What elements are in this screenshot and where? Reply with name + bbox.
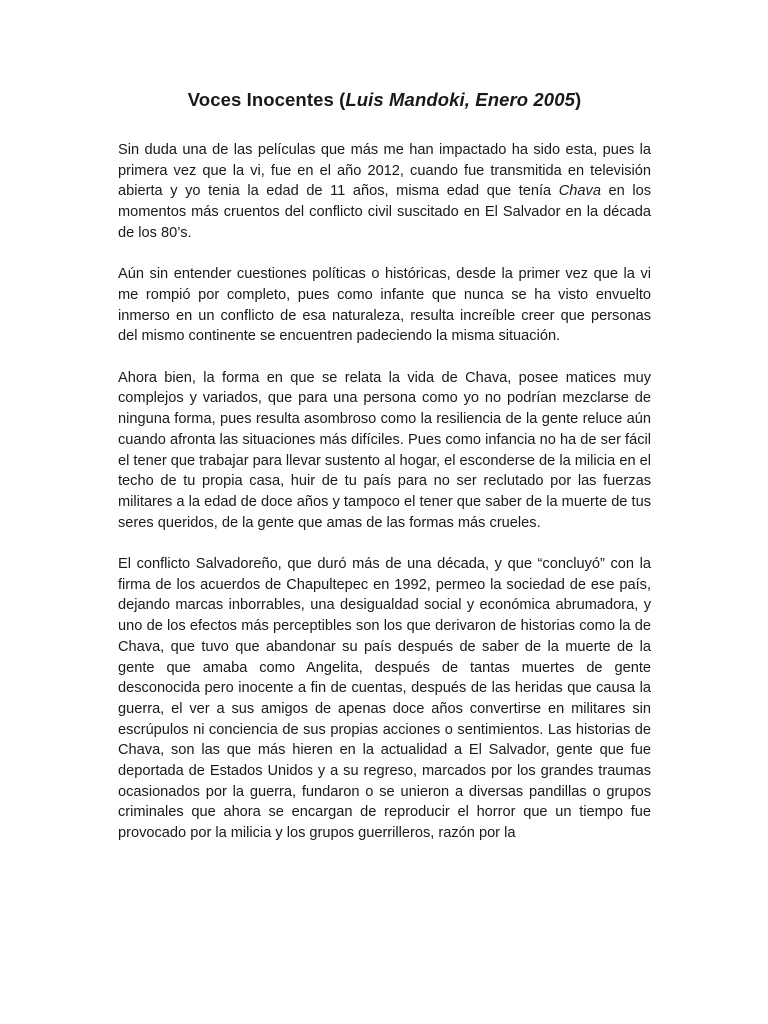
title-main: Voces Inocentes ( <box>187 89 346 110</box>
document-title <box>118 88 651 112</box>
document-page <box>118 88 651 865</box>
paragraph-1-text-a: Sin duda una de las películas que más me han impactado ha sido esta, pues la primera vez que la vi, fue en el año 2012, cuando fue transmitida en televisión abierta y yo tenia la edad de 11 años, misma edad que tenía <box>118 142 651 200</box>
title-close: ) <box>574 89 582 110</box>
paragraph-1 <box>118 140 651 244</box>
paragraph-4: El conflicto Salvadoreño, que duró más de una década, y que “concluyó” con la firma de los acuerdos de Chapultepec en 1992, permeo la sociedad de ese país, dejando marcas inborrables, una desigualdad social y económica abrumadora, y uno de los efectos más perceptibles son los que derivaron de historias como la de Chava, que tuvo que abandonar su país después de saber de la muerte de la gente que amaba como Angelita, después de tantas muertes de gente desconocida pero inocente a fin de cuentas, después de las heridas que causa la guerra, el ver a sus amigos de apenas doce años convertirse en militares sin escrúpulos ni conciencia de sus propias acciones o sentimientos. Las historias de Chava, son las que más hieren en la actualidad a El Salvador, gente que fue deportada de Estados Unidos y a su regreso, marcados por los grandes traumas ocasionados por la guerra, fundaron o se unieron a diversas pandillas o grupos criminales que ahora se encargan de reproducir el horror que un tiempo fue provocado por la milicia y los grupos guerrilleros, razón por la <box>118 556 651 842</box>
paragraph-1-text-b: en los momentos más cruentos del conflicto civil suscitado en El Salvador en la década de los 80’s. <box>118 183 651 241</box>
paragraph-2: Aún sin entender cuestiones políticas o históricas, desde la primer vez que la vi me rompió por completo, pues como infante que nunca se ha visto envuelto inmerso en un conflicto de esa naturaleza, resulta increíble creer que personas del mismo continente se encuentren padeciendo la misma situación. <box>118 266 651 345</box>
title-subtitle: Luis Mandoki, Enero 2005 <box>345 89 575 110</box>
paragraph-3: Ahora bien, la forma en que se relata la vida de Chava, posee matices muy complejos y variados, que para una persona como yo no podrían mezclarse de ninguna forma, pues resulta asombroso como la resiliencia de la gente reluce aún cuando afronta las situaciones más difíciles. Pues como infancia no ha de ser fácil el tener que trabajar para llevar sustento al hogar, el esconderse de la milicia en el techo de tu propia casa, huir de tu país para no ser reclutado por las fuerzas militares a la edad de doce años y tampoco el tener que saber de la muerte de tus seres queridos, de la gente que amas de las formas más crueles. <box>118 369 651 531</box>
paragraph-1-emphasis: Chava <box>558 183 601 200</box>
